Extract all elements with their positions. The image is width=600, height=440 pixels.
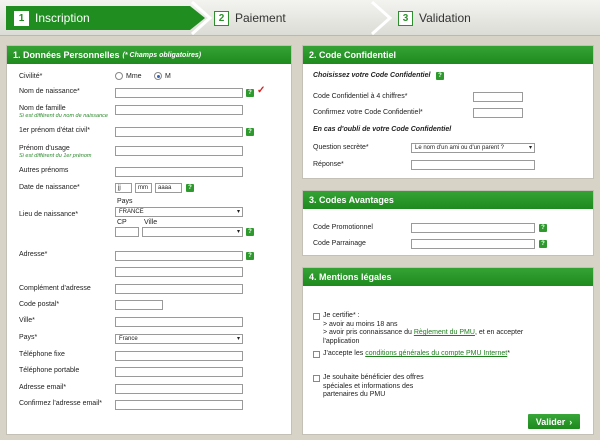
ville-label: Ville* — [19, 317, 35, 324]
nom-famille-input[interactable] — [115, 105, 243, 115]
radio-mme-label: Mme — [126, 73, 142, 80]
steps-background — [0, 0, 600, 36]
ville-sub-label: Ville — [144, 219, 158, 226]
date-day-input[interactable]: jj — [115, 183, 132, 193]
cgu-text — [323, 350, 583, 359]
radio-m[interactable] — [154, 72, 162, 80]
question-label: Question secrète* — [313, 144, 369, 151]
lieu-naissance-label: Lieu de naissance* — [19, 211, 79, 218]
adresse-line2-input[interactable] — [115, 267, 243, 277]
complement-input[interactable] — [115, 284, 243, 294]
code4-label: Code Confidentiel à 4 chiffres* — [313, 93, 408, 100]
help-icon[interactable]: ? — [246, 252, 254, 260]
question-value: Le nom d'un ami ou d'un parent ? — [415, 145, 505, 151]
certify-text — [323, 312, 583, 346]
ville-input[interactable] — [115, 317, 243, 327]
panel-title: 3. Codes Avantages — [309, 195, 394, 205]
parrainage-input[interactable] — [411, 239, 535, 249]
reponse-input[interactable] — [411, 160, 535, 170]
prenom-usage-input[interactable] — [115, 146, 243, 156]
reglement-link[interactable]: Règlement du PMU — [413, 329, 475, 336]
question-select[interactable] — [411, 143, 535, 153]
promo-input[interactable] — [411, 223, 535, 233]
panel-title: 2. Code Confidentiel — [309, 50, 397, 60]
dropdown-arrow-icon: ▾ — [528, 145, 532, 151]
parrainage-label: Code Parrainage — [313, 240, 366, 247]
dropdown-arrow-icon: ▾ — [236, 209, 240, 215]
steps-bar — [0, 0, 600, 36]
pays-value: France — [119, 336, 138, 342]
personal-data-panel — [6, 45, 292, 435]
step-inscription — [14, 6, 90, 30]
code-confirm-label: Confirmez votre Code Confidentiel* — [313, 109, 423, 116]
pays-label: Pays* — [19, 334, 38, 341]
step-number: 1 — [14, 11, 29, 26]
step-label: Inscription — [35, 11, 90, 25]
oubli-label: En cas d'oubli de votre Code Confidentiel — [313, 126, 452, 133]
adresse-label: Adresse* — [19, 251, 48, 258]
offers-text — [323, 374, 483, 400]
nom-famille-label: Nom de famille — [19, 105, 66, 112]
pays-sub-label: Pays — [117, 198, 133, 205]
tel-fixe-label: Téléphone fixe — [19, 351, 65, 358]
prenom-civil-label: 1er prénom d'état civil* — [19, 127, 90, 134]
required-note: (* Champs obligatoires) — [122, 51, 202, 59]
choose-code-label: Choisissez votre Code Confidentiel — [313, 72, 431, 79]
cgu-checkbox[interactable] — [313, 351, 320, 358]
code-confidentiel-panel — [302, 45, 594, 179]
prenom-civil-input[interactable] — [115, 127, 243, 137]
certify-line-3-end: , et en accepter — [474, 329, 524, 336]
cgu-text-start: J'accepte les — [323, 350, 366, 357]
certify-line-3-text: > avoir pris connaissance du — [323, 329, 414, 336]
panel-header — [303, 268, 593, 286]
prenom-usage-sub: Si est différent du 1er prénom — [19, 153, 92, 159]
pays-naissance-value: FRANCE — [119, 209, 144, 215]
help-icon[interactable]: ? — [246, 228, 254, 236]
codes-avantages-panel — [302, 190, 594, 256]
valid-tick-icon: ✓ — [257, 85, 266, 96]
mentions-legales-panel — [302, 267, 594, 435]
offers-checkbox[interactable] — [313, 375, 320, 382]
certify-line-1: Je certifie* : — [323, 312, 360, 319]
autres-prenoms-label: Autres prénoms — [19, 167, 69, 174]
date-month-input[interactable]: mm — [135, 183, 152, 193]
step-label: Paiement — [235, 11, 286, 25]
step-paiement — [214, 6, 286, 30]
step-validation — [398, 6, 471, 30]
dropdown-arrow-icon: ▾ — [236, 336, 240, 342]
tel-fixe-input[interactable] — [115, 351, 243, 361]
dropdown-arrow-icon: ▾ — [236, 229, 240, 235]
autres-prenoms-input[interactable] — [115, 167, 243, 177]
help-icon[interactable]: ? — [246, 128, 254, 136]
valider-button[interactable] — [528, 414, 580, 429]
certify-line-2: > avoir au moins 18 ans — [323, 320, 398, 328]
code-confirm-input[interactable] — [473, 108, 523, 118]
certify-line-3 — [323, 329, 583, 338]
date-naissance-label: Date de naissance* — [19, 184, 80, 191]
complement-label: Complément d'adresse — [19, 285, 91, 292]
step-number: 3 — [398, 11, 413, 26]
tel-portable-input[interactable] — [115, 367, 243, 377]
valider-label: Valider — [535, 416, 566, 427]
code-postal-label: Code postal* — [19, 301, 60, 308]
email-confirm-label: Confirmez l'adresse email* — [19, 400, 103, 407]
promo-label: Code Promotionnel — [313, 224, 373, 231]
adresse-input[interactable] — [115, 251, 243, 261]
chevron-right-icon: › — [569, 416, 573, 427]
help-icon[interactable]: ? — [539, 224, 547, 232]
help-icon[interactable]: ? — [539, 240, 547, 248]
ville-naissance-select[interactable] — [142, 227, 243, 237]
panel-header — [303, 46, 593, 64]
tel-portable-label: Téléphone portable — [19, 367, 80, 374]
cgu-text-end: * — [507, 350, 510, 357]
cp-label: CP — [117, 219, 127, 226]
date-year-input[interactable]: aaaa — [155, 183, 182, 193]
prenom-usage-label: Prénom d'usage — [19, 145, 70, 152]
reponse-label: Réponse* — [313, 161, 344, 168]
offers-line-3: partenaires du PMU — [323, 391, 386, 398]
help-icon[interactable]: ? — [246, 89, 254, 97]
pays-naissance-select[interactable] — [115, 207, 243, 217]
nom-famille-sub: Si est différent du nom de naissance — [19, 113, 108, 119]
cgu-link[interactable]: conditions générales du compte PMU Internet — [365, 350, 508, 357]
help-icon[interactable]: ? — [186, 184, 194, 192]
pays-select[interactable] — [115, 334, 243, 344]
step-label: Validation — [419, 11, 471, 25]
code-postal-input[interactable] — [115, 300, 163, 310]
offers-line-1: Je souhaite bénéficier des offres — [323, 374, 424, 381]
panel-title: 4. Mentions légales — [309, 272, 392, 282]
email-label: Adresse email* — [19, 384, 67, 391]
certify-line-4: l'application — [323, 337, 360, 345]
radio-m-label: M — [165, 73, 171, 80]
panel-header — [303, 191, 593, 209]
radio-mme[interactable] — [115, 72, 123, 80]
email-confirm-input[interactable] — [115, 400, 243, 410]
panel-header — [7, 46, 291, 64]
nom-naissance-label: Nom de naissance* — [19, 88, 80, 95]
cp-input[interactable] — [115, 227, 139, 237]
step-number: 2 — [214, 11, 229, 26]
email-input[interactable] — [115, 384, 243, 394]
certify-checkbox[interactable] — [313, 313, 320, 320]
code4-input[interactable] — [473, 92, 523, 102]
panel-title: 1. Données Personnelles — [13, 50, 120, 60]
offers-line-2: spéciales et informations des — [323, 382, 414, 390]
civilite-label: Civilité* — [19, 73, 43, 80]
nom-naissance-input[interactable] — [115, 88, 243, 98]
help-icon[interactable]: ? — [436, 72, 444, 80]
